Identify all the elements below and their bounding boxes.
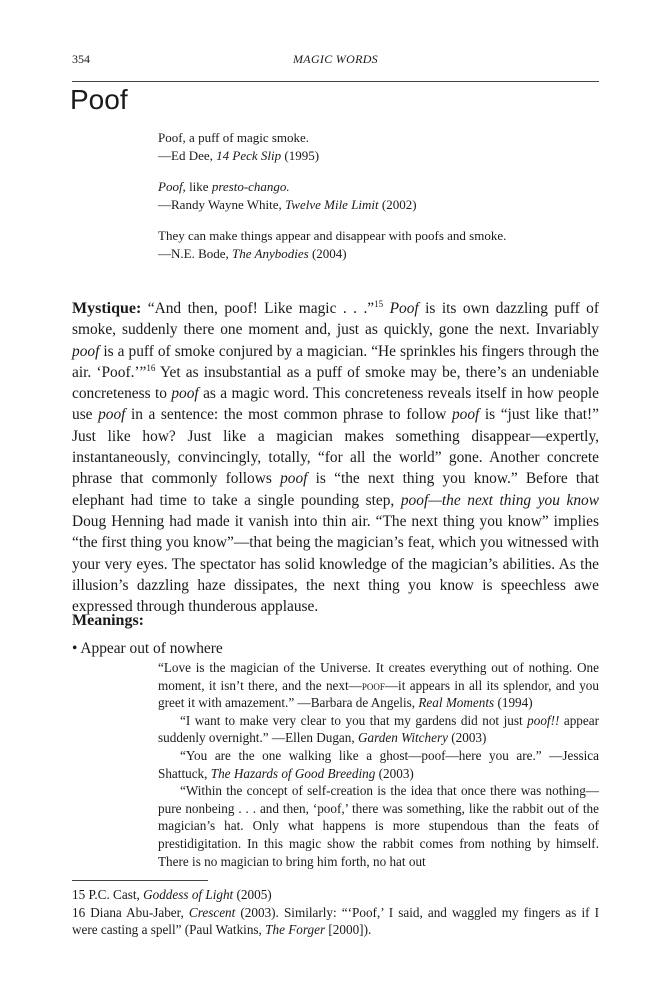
epigraph-attribution: —Randy Wayne White, Twelve Mile Limit (2002) bbox=[158, 197, 417, 212]
quote-paragraph: “Within the concept of self-creation is the idea that once there was nothing—pure nonbeing . . . and then, ‘poof,’ there was something, like the rabbit out of the magician’s hat. Only what happens is more stupendous than the feats of prestidigitation. In this magic show the rabbit comes from nothing by himself. There is no magician to bring him forth, no hat out bbox=[158, 783, 599, 869]
epigraph-quote: Poof, like presto-chango. bbox=[158, 179, 290, 194]
epigraph-attribution: —Ed Dee, 14 Peck Slip (1995) bbox=[158, 148, 320, 163]
footnote-ref: 16 bbox=[146, 362, 156, 373]
running-header bbox=[72, 52, 599, 70]
epigraph bbox=[158, 227, 538, 263]
meanings-heading: Meanings: bbox=[72, 612, 144, 629]
epigraph-quote: Poof, a puff of magic smoke. bbox=[158, 130, 310, 145]
epigraph bbox=[158, 129, 538, 165]
quote-paragraph: “Love is the magician of the Universe. It creates everything out of nothing. One moment, it isn’t there, and the next—poof—it appears in all its splendor, and you greet it with amazement.” —Barbara de Angelis, Real Moments (1994) bbox=[158, 660, 599, 711]
footnote-rule bbox=[72, 880, 208, 881]
footnotes bbox=[72, 886, 599, 939]
header-rule bbox=[72, 81, 599, 82]
mystique-label: Mystique: bbox=[72, 300, 142, 317]
footnote: 16 Diana Abu-Jaber, Crescent (2003). Similarly: “‘Poof,’ I said, and waggled my fingers as if I were casting a spell” (Paul Watkins, The Forger [2000]). bbox=[72, 904, 599, 938]
epigraph-attribution: —N.E. Bode, The Anybodies (2004) bbox=[158, 246, 347, 261]
footnote-ref: 15 bbox=[374, 299, 384, 309]
entry-title: Poof bbox=[70, 84, 128, 115]
epigraph bbox=[158, 178, 538, 214]
mystique-section bbox=[72, 298, 599, 617]
running-title: MAGIC WORDS bbox=[293, 52, 378, 66]
quote-paragraph: “I want to make very clear to you that my gardens did not just poof!! appear suddenly overnight.” —Ellen Dugan, Garden Witchery (2003) bbox=[158, 712, 599, 746]
epigraphs bbox=[158, 129, 538, 276]
meaning-quotes bbox=[158, 659, 599, 870]
footnote: 15 P.C. Cast, Goddess of Light (2005) bbox=[72, 887, 272, 902]
epigraph-quote: They can make things appear and disappear with poofs and smoke. bbox=[158, 228, 507, 243]
quote-paragraph: “You are the one walking like a ghost—poof—here you are.” —Jessica Shattuck, The Hazards of Good Breeding (2003) bbox=[158, 747, 599, 781]
sense-heading: • Appear out of nowhere bbox=[72, 640, 223, 657]
mystique-paragraph: Mystique: “And then, poof! Like magic . . .”$^{15}$ Poof is its own dazzling puff of smoke, suddenly there one moment and, just as quickly, gone the next. Invariably poof is a puff of smoke conjured by a magician. “He sprinkles his fingers through the air. ‘Poof.’”$^{16}$ Yet as insubstantial as a puff of smoke may be, there’s an undeniable concreteness to poof as a magic word. This concreteness reveals itself in how people use poof in a sentence: the most common phrase to follow poof is “just like that!” Just like how? Just like a magician makes something disappear—expertly, instantaneously, convincingly, totally, “for all the world” gone. Another concrete phrase that commonly follows poof is “the next thing you know.” Before that elephant had time to take a single pounding step, poof—the next thing you know Doug Henning had made it vanish into thin air. “The next thing you know” implies “the first thing you know”—that being the magician’s feat, which you witnessed with your very eyes. The spectator has solid knowledge of the magician’s abilities. As the illusion’s dazzling haze dissipates, the next thing you know is speechless awe expressed through thunderous applause. bbox=[72, 299, 600, 616]
page-number: 354 bbox=[72, 52, 90, 66]
